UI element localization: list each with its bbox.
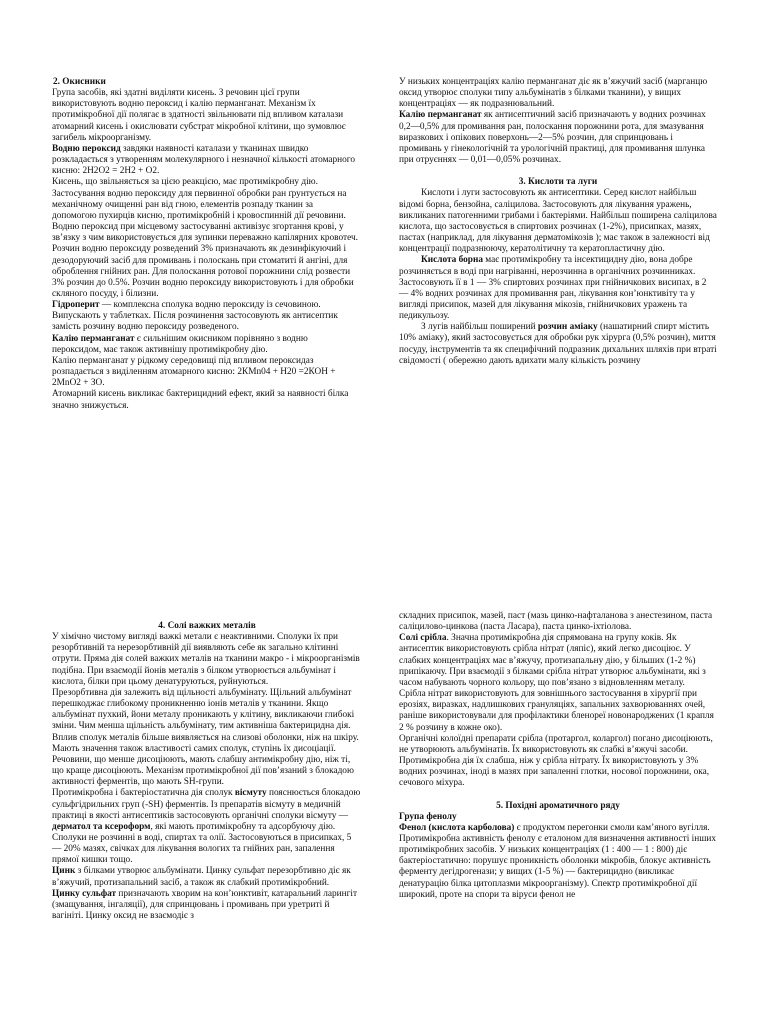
- term-bold: Солі срібла: [399, 633, 447, 644]
- paragraph: Презорбтивна дія залежить від щільності альбумінату. Щільний альбумінат перешкоджає глибокому проникненню іонів металів у тканини. Якщо альбумінат пухкий, йони металу проникають у клітину, викликаючи глибокі зміни. Чим менша щільність альбумінату, тим активніша бактерицидна дія.: [52, 687, 355, 732]
- section-permanganate-acids: [399, 77, 717, 367]
- paragraph-text: (нашатирний спирт містить 10% аміаку), який застосовується для обробки рук хірурга (0,5% розчин), миття посуду, інструментів та як специфічний подразник дихальних шляхів при втраті свідомості ( обережно дають вдихати малу кількість розчину: [399, 322, 717, 366]
- section-heading: 5. Похідні ароматичного ряду: [496, 800, 620, 811]
- paragraph: Протимікробна активність фенолу є еталоном для визначення активності інших протимікробних засобів. У низьких концентраціях (1 : 400 — 1 : 800) діє бактеріостатично: порушує проникність оболонки мікробів, блокує активність ферменту дегідрогенази; у вищих (1-5 %) — бактерицидно (викликає денатурацію білка цитоплазми мікроорганізму). Спектр протимікробної дії широкий, проте на спори та віруси фенол не: [399, 833, 716, 900]
- term-bold: Калію перманганат: [52, 333, 135, 344]
- term-bold: Калію перманганат: [399, 110, 482, 121]
- paragraph: Кислоти і луги застосовують як антисептики. Серед кислот найбільш відомі борна, бензойна, саліцилова. Застосовують для лікування уражень, викликаних патогенними грибами і бактеріями. Найбільш поширена саліцилова кислота, що застосовується в спиртових розчинах (1-2%), присипках, мазях, пастах (наприклад, для лікування дерматомікозів ); має також в залежності від концентрації подразнюючу, кератолітичну та кератопластичну дію.: [399, 188, 717, 255]
- term-bold: вісмуту: [234, 788, 267, 799]
- paragraph: [52, 300, 358, 333]
- paragraph-text: . Значна протимікробна дія спрямована на групу коків. Як антисептик використовують срібла нітрат (ляпіс), який легко дисоціює. У слабких концентраціях має в’яжучу, протизапальну дію, у більших (1-2 %) припікаючу. При взаємодії з білками срібла нітрат утворює альбумінати, які з часом набувають чорного кольору, що пов’язано з відновленням металу.: [399, 633, 706, 688]
- paragraph: Органічні колоїдні препарати срібла (протаргол, коларгол) погано дисоціюють, не утворюють альбумінатів. Їх використовують як слабкі в’яжучі засоби. Протимікробна дія їх слабша, ніж у срібла нітрату. Їх використовують у 3% водних розчинах, іноді в мазях при запаленні глотки, носової порожнини, ока, сечового міхура.: [399, 733, 713, 789]
- section-heading: 4. Солі важких металів: [158, 621, 256, 631]
- paragraph-text: призначають хворим на кон’юнктивіт, катаральний ларингіт (змащування, інгаляції), для спринцювань і промивань при уретриті й вагініті. Цинку оксид не взаємодіє з: [52, 888, 358, 922]
- term-bold: Водню пероксид: [52, 143, 121, 154]
- paragraph-text: з білками утворює альбумінати. Цинку сульфат перезорбтивно діє як в’яжучий, протизапальний засіб, а також як слабкий протимікробний.: [52, 866, 351, 888]
- paragraph: [399, 633, 717, 689]
- subsection-heading: Група фенолу: [399, 811, 457, 822]
- paragraph-text: З лугів найбільш поширений: [421, 322, 538, 333]
- paragraph-text: має протимікробну та інсектицидну дію, вона добре розчиняється в воді при нагріванні, нерозчинна в органічних розчинниках. Застосовують її в 1 — 3% спиртових розчинах при гнійничкових висипах, в 2 — 4% водних розчинах для промивання ран, лікування кон’юнктивіту та у вигляді присипок, мазей для лікування мікозів, гнійничкових уражень та педикульозу.: [399, 255, 707, 322]
- term-bold: дерматол та ксероформ: [52, 821, 151, 832]
- paragraph: [399, 110, 717, 166]
- section-heading: 2. Окисники: [53, 77, 106, 87]
- section-silver-phenol: [399, 611, 717, 901]
- term-bold: Цинк: [52, 866, 76, 877]
- paragraph-text: є сильнішим окисником порівняно з водню пероксидом, має також активнішу протимікробну дію.: [52, 333, 308, 355]
- paragraph: У хімічно чистому вигляді важкі метали є неактивними. Сполуки їх при резорбтивній та нерезорбтивній дії виявляють себе як загально клітинні отрути. Пряма дія солей важких металів на тканини макро - і мікроорганізмів подібна. При взаємодії йонів металів з білком утворюється альбумінат і кислота, білки при цьому денатуруються, руйнуються.: [52, 632, 360, 687]
- paragraph-text: — комплексна сполука водню пероксиду із сечовиною. Випускають у таблетках. Після розчинення застосовують як антисептик замість розчину водню пероксиду розведеного.: [52, 300, 338, 333]
- paragraph-text: є продуктом перегонки смоли кам’яного вугілля.: [514, 822, 710, 833]
- paragraph-text: , які мають протимікробну та адсорбуючу дію. Сполуки не розчинні в воді, спиртах та олії. Застосовуються в присипках, 5 — 20% мазях, свічках для лікування вологих та гнійних ран, запалення прямої кишки тощо.: [52, 821, 352, 866]
- paragraph: Кисень, що звільняється за цією реакцією, має протимікробну дію. Застосування водню пероксиду для первинної обробки ран ґрунтується на механічному очищенні ран від гною, елементів розпаду тканин за допомогою пухирців кисню, протимікробній і кровоспинній дії речовини. Водню пероксид при місцевому застосуванні активізує згортання крові, у зв’язку з чим використовується для зупинки переважно капілярних кровотеч.: [52, 177, 358, 244]
- paragraph-text: завдяки наявності каталази у тканинах швидко розкладається з утворенням молекулярного і незначної кількості атомарного кисню: 2Н2О2 = 2Н2 + О2.: [52, 143, 356, 177]
- paragraph: складних присипок, мазей, паст (мазь цинко-нафталанова з анестезином, паста саліцилово-цинкова (паста Ласара), паста цинко-іхтіолова.: [399, 611, 713, 633]
- paragraph: [399, 255, 717, 322]
- term-bold: Цинку сульфат: [52, 888, 117, 899]
- paragraph: У низьких концентраціях калію перманганат діє як в’яжучий засіб (марганцю оксид утворює сполуки типу альбумінатів з білками тканини), у вищих концентраціях — як подразнювальний.: [399, 77, 708, 110]
- paragraph: Розчин водню пероксиду розведений 3% призначають як дезинфікуючий і дезодоруючий засіб для промивань і полоскань при стоматиті й ангіні, для оброблення гнійних ран. Для полоскання ротової порожнини слід розвести 3% розчин до 0.5%. Розчин водню пероксиду використовують і для обробки скляного посуду, і білизни.: [52, 244, 354, 299]
- paragraph-text: як антисептичний засіб призначають у водних розчинах 0,2—0,5% для промивання ран, полоскання порожнини рота, для змазування виразкових і опікових поверхонь—2—5% розчин, для спринцювань і промивань у гінекологічній та урологічній практиці, для промивання шлунка при отруєннях — 0,01—0,05% розчинах.: [399, 110, 706, 166]
- paragraph: [52, 788, 362, 866]
- paragraph: [399, 322, 717, 367]
- paragraph: Група засобів, які здатні виділяти кисень. З речовин цієї групи використовують водню пероксид і калію перманганат. Механізм їх протимікробної дії полягає в здатності звільнювати під впливом каталази атомарний кисень і окислювати субстрат мікробної клітини, що зумовлює загибель мікроорганізму.: [52, 88, 346, 143]
- paragraph: [52, 866, 362, 888]
- paragraph: Калію перманганат у рідкому середовищі під впливом пероксидаз розпадається з виділенням атомарного кисню: 2КMn04 + Н20 =2КОН + 2MnO2 + ЗО.: [52, 355, 336, 389]
- section-heavy-metals: [52, 621, 362, 922]
- paragraph: Срібла нітрат використовують для зовнішнього застосування в хірургії при ерозіях, виразках, надлишкових грануляціях, запальних захворюваннях очей, раніше використовували для профілактики бленореї новонароджених (1 крапля 2 % розчину в кожне око).: [399, 689, 714, 733]
- paragraph-text: пояснюється блокадою сульфгідрильних груп (-SH) ферментів. Із препаратів вісмуту в медичній практиці в якості антисептиків застосовують органічні сполуки вісмуту —: [52, 788, 361, 821]
- section-oxidizers: [52, 77, 358, 412]
- paragraph-text: Протимікробна і бактеріостатична дія сполук: [52, 788, 235, 799]
- paragraph: [399, 823, 717, 834]
- term-bold: Гідроперит: [52, 300, 100, 311]
- paragraph: [52, 889, 362, 922]
- section-heading: 3. Кислоти та луги: [518, 177, 598, 188]
- paragraph: Вплив сполук металів більше виявляється на слизові оболонки, ніж на шкіру. Мають значення також властивості самих сполук, ступінь їх дисоціації. Речовини, що менше дисоціюють, мають слабшу антимікробну дію, ніж ті, що краще дисоціюють. Механізм протимікробної дії пов’язаний з блокадою активності ферментів, що мають SH-групи.: [52, 732, 359, 788]
- term-bold: розчин аміаку: [537, 322, 598, 333]
- paragraph: Атомарний кисень викликає бактерицидний ефект, який за наявності білка значно знижується.: [52, 389, 349, 411]
- term-bold: Кислота борна: [421, 255, 483, 266]
- paragraph: [52, 334, 358, 356]
- term-bold: Фенол (кислота карболова): [399, 822, 515, 833]
- paragraph: [52, 144, 358, 177]
